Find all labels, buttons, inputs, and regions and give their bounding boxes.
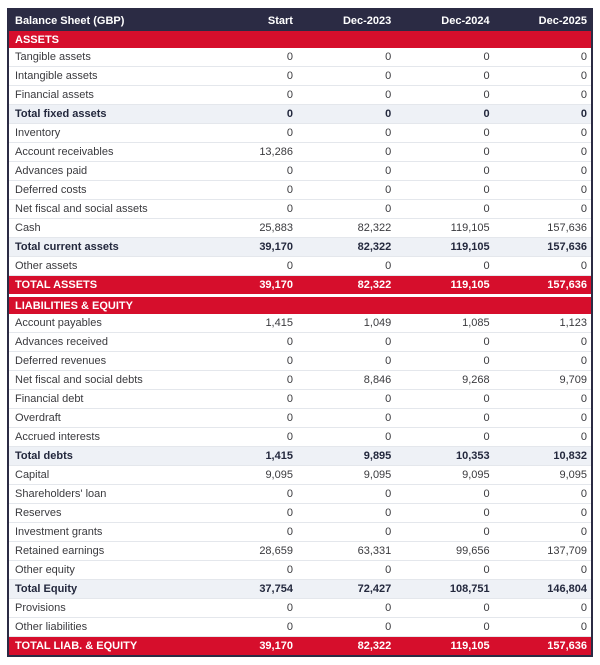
subtotal-row	[8, 580, 592, 599]
value-cell: 137,709	[494, 542, 592, 561]
value-cell: 0	[494, 48, 592, 67]
row-label: Total debts	[8, 447, 199, 466]
value-cell: 0	[395, 257, 493, 276]
value-cell: 0	[199, 409, 297, 428]
value-cell: 9,095	[297, 466, 395, 485]
row-label: Advances paid	[8, 162, 199, 181]
row-label: Other equity	[8, 561, 199, 580]
value-cell: 0	[395, 105, 493, 124]
value-cell: 0	[494, 599, 592, 618]
data-row	[8, 48, 592, 67]
value-cell: 37,754	[199, 580, 297, 599]
value-cell: 0	[199, 200, 297, 219]
data-row	[8, 542, 592, 561]
section-title: ASSETS	[8, 31, 592, 48]
data-row	[8, 162, 592, 181]
value-cell: 0	[494, 504, 592, 523]
value-cell: 0	[199, 162, 297, 181]
value-cell: 10,832	[494, 447, 592, 466]
value-cell: 146,804	[494, 580, 592, 599]
value-cell: 0	[297, 618, 395, 637]
data-row	[8, 485, 592, 504]
value-cell: 108,751	[395, 580, 493, 599]
data-row	[8, 219, 592, 238]
value-cell: 82,322	[297, 637, 395, 657]
row-label: Reserves	[8, 504, 199, 523]
row-label: Shareholders' loan	[8, 485, 199, 504]
value-cell: 0	[494, 428, 592, 447]
row-label: Investment grants	[8, 523, 199, 542]
value-cell: 0	[395, 162, 493, 181]
value-cell: 0	[297, 105, 395, 124]
value-cell: 82,322	[297, 238, 395, 257]
data-row	[8, 314, 592, 333]
value-cell: 9,268	[395, 371, 493, 390]
data-row	[8, 599, 592, 618]
value-cell: 0	[199, 504, 297, 523]
subtotal-row	[8, 238, 592, 257]
value-cell: 0	[395, 352, 493, 371]
total-row	[8, 637, 592, 657]
data-row	[8, 428, 592, 447]
value-cell: 82,322	[297, 276, 395, 295]
section-row	[8, 297, 592, 314]
data-row	[8, 352, 592, 371]
data-row	[8, 618, 592, 637]
value-cell: 0	[297, 390, 395, 409]
value-cell: 0	[297, 143, 395, 162]
value-cell: 0	[199, 599, 297, 618]
value-cell: 0	[199, 86, 297, 105]
value-cell: 0	[494, 618, 592, 637]
value-cell: 0	[494, 181, 592, 200]
column-header-dec-2025: Dec-2025	[494, 9, 592, 31]
data-row	[8, 466, 592, 485]
value-cell: 119,105	[395, 276, 493, 295]
value-cell: 0	[395, 599, 493, 618]
value-cell: 10,353	[395, 447, 493, 466]
data-row	[8, 143, 592, 162]
value-cell: 157,636	[494, 238, 592, 257]
value-cell: 0	[494, 86, 592, 105]
value-cell: 82,322	[297, 219, 395, 238]
value-cell: 0	[199, 485, 297, 504]
value-cell: 9,095	[395, 466, 493, 485]
value-cell: 39,170	[199, 637, 297, 657]
value-cell: 0	[199, 48, 297, 67]
data-row	[8, 181, 592, 200]
data-row	[8, 257, 592, 276]
value-cell: 0	[199, 181, 297, 200]
value-cell: 0	[199, 371, 297, 390]
value-cell: 0	[199, 390, 297, 409]
row-label: Other assets	[8, 257, 199, 276]
value-cell: 0	[297, 181, 395, 200]
value-cell: 0	[494, 333, 592, 352]
value-cell: 0	[297, 409, 395, 428]
value-cell: 0	[395, 86, 493, 105]
value-cell: 9,895	[297, 447, 395, 466]
value-cell: 0	[297, 200, 395, 219]
value-cell: 157,636	[494, 276, 592, 295]
value-cell: 0	[395, 390, 493, 409]
value-cell: 0	[395, 618, 493, 637]
data-row	[8, 86, 592, 105]
value-cell: 0	[494, 561, 592, 580]
row-label: Retained earnings	[8, 542, 199, 561]
value-cell: 39,170	[199, 238, 297, 257]
value-cell: 0	[297, 333, 395, 352]
value-cell: 0	[494, 523, 592, 542]
value-cell: 0	[199, 523, 297, 542]
value-cell: 0	[494, 390, 592, 409]
value-cell: 0	[395, 333, 493, 352]
value-cell: 0	[494, 143, 592, 162]
value-cell: 0	[395, 428, 493, 447]
value-cell: 1,085	[395, 314, 493, 333]
row-label: Tangible assets	[8, 48, 199, 67]
row-label: Total current assets	[8, 238, 199, 257]
value-cell: 0	[199, 67, 297, 86]
value-cell: 63,331	[297, 542, 395, 561]
row-label: Net fiscal and social debts	[8, 371, 199, 390]
value-cell: 1,049	[297, 314, 395, 333]
row-label: Total fixed assets	[8, 105, 199, 124]
value-cell: 0	[494, 67, 592, 86]
row-label: Capital	[8, 466, 199, 485]
data-row	[8, 409, 592, 428]
table-title: Balance Sheet (GBP)	[8, 9, 199, 31]
row-label: Total Equity	[8, 580, 199, 599]
value-cell: 9,709	[494, 371, 592, 390]
data-row	[8, 371, 592, 390]
row-label: Deferred revenues	[8, 352, 199, 371]
value-cell: 0	[494, 409, 592, 428]
table-header	[8, 9, 592, 31]
value-cell: 0	[395, 523, 493, 542]
value-cell: 0	[297, 124, 395, 143]
value-cell: 28,659	[199, 542, 297, 561]
value-cell: 0	[494, 124, 592, 143]
value-cell: 13,286	[199, 143, 297, 162]
section-title: LIABILITIES & EQUITY	[8, 297, 592, 314]
value-cell: 0	[395, 200, 493, 219]
value-cell: 0	[297, 504, 395, 523]
value-cell: 0	[494, 162, 592, 181]
row-label: Financial debt	[8, 390, 199, 409]
value-cell: 0	[297, 428, 395, 447]
row-label: Intangible assets	[8, 67, 199, 86]
subtotal-row	[8, 447, 592, 466]
value-cell: 0	[494, 352, 592, 371]
value-cell: 0	[297, 352, 395, 371]
value-cell: 0	[199, 352, 297, 371]
value-cell: 0	[494, 485, 592, 504]
row-label: TOTAL LIAB. & EQUITY	[8, 637, 199, 657]
value-cell: 0	[297, 67, 395, 86]
value-cell: 0	[395, 409, 493, 428]
data-row	[8, 333, 592, 352]
value-cell: 9,095	[199, 466, 297, 485]
row-label: Account receivables	[8, 143, 199, 162]
value-cell: 0	[494, 105, 592, 124]
column-header-dec-2024: Dec-2024	[395, 9, 493, 31]
row-label: Advances received	[8, 333, 199, 352]
value-cell: 0	[395, 124, 493, 143]
value-cell: 0	[199, 257, 297, 276]
value-cell: 0	[494, 200, 592, 219]
table-body	[8, 31, 592, 656]
value-cell: 0	[297, 523, 395, 542]
subtotal-row	[8, 105, 592, 124]
value-cell: 119,105	[395, 219, 493, 238]
row-label: Deferred costs	[8, 181, 199, 200]
row-label: Overdraft	[8, 409, 199, 428]
value-cell: 0	[297, 257, 395, 276]
value-cell: 1,123	[494, 314, 592, 333]
value-cell: 0	[297, 561, 395, 580]
value-cell: 0	[395, 48, 493, 67]
value-cell: 157,636	[494, 637, 592, 657]
value-cell: 0	[395, 561, 493, 580]
row-label: Account payables	[8, 314, 199, 333]
row-label: Inventory	[8, 124, 199, 143]
value-cell: 0	[494, 257, 592, 276]
value-cell: 119,105	[395, 238, 493, 257]
row-label: Accrued interests	[8, 428, 199, 447]
value-cell: 1,415	[199, 314, 297, 333]
value-cell: 0	[395, 143, 493, 162]
section-row	[8, 31, 592, 48]
value-cell: 0	[297, 162, 395, 181]
total-row	[8, 276, 592, 295]
value-cell: 119,105	[395, 637, 493, 657]
value-cell: 99,656	[395, 542, 493, 561]
data-row	[8, 561, 592, 580]
value-cell: 0	[297, 599, 395, 618]
data-row	[8, 124, 592, 143]
row-label: Net fiscal and social assets	[8, 200, 199, 219]
value-cell: 25,883	[199, 219, 297, 238]
data-row	[8, 504, 592, 523]
value-cell: 72,427	[297, 580, 395, 599]
balance-sheet-table	[7, 8, 593, 657]
value-cell: 0	[199, 561, 297, 580]
value-cell: 0	[395, 504, 493, 523]
value-cell: 0	[199, 428, 297, 447]
row-label: Financial assets	[8, 86, 199, 105]
value-cell: 39,170	[199, 276, 297, 295]
data-row	[8, 200, 592, 219]
row-label: Provisions	[8, 599, 199, 618]
value-cell: 0	[199, 618, 297, 637]
value-cell: 1,415	[199, 447, 297, 466]
value-cell: 0	[297, 86, 395, 105]
value-cell: 0	[297, 485, 395, 504]
row-label: TOTAL ASSETS	[8, 276, 199, 295]
value-cell: 0	[395, 181, 493, 200]
row-label: Cash	[8, 219, 199, 238]
data-row	[8, 390, 592, 409]
value-cell: 0	[395, 485, 493, 504]
value-cell: 8,846	[297, 371, 395, 390]
column-header-dec-2023: Dec-2023	[297, 9, 395, 31]
value-cell: 157,636	[494, 219, 592, 238]
data-row	[8, 67, 592, 86]
value-cell: 0	[199, 333, 297, 352]
value-cell: 9,095	[494, 466, 592, 485]
row-label: Other liabilities	[8, 618, 199, 637]
value-cell: 0	[395, 67, 493, 86]
value-cell: 0	[297, 48, 395, 67]
column-header-start: Start	[199, 9, 297, 31]
data-row	[8, 523, 592, 542]
value-cell: 0	[199, 105, 297, 124]
value-cell: 0	[199, 124, 297, 143]
header-row	[8, 9, 592, 31]
